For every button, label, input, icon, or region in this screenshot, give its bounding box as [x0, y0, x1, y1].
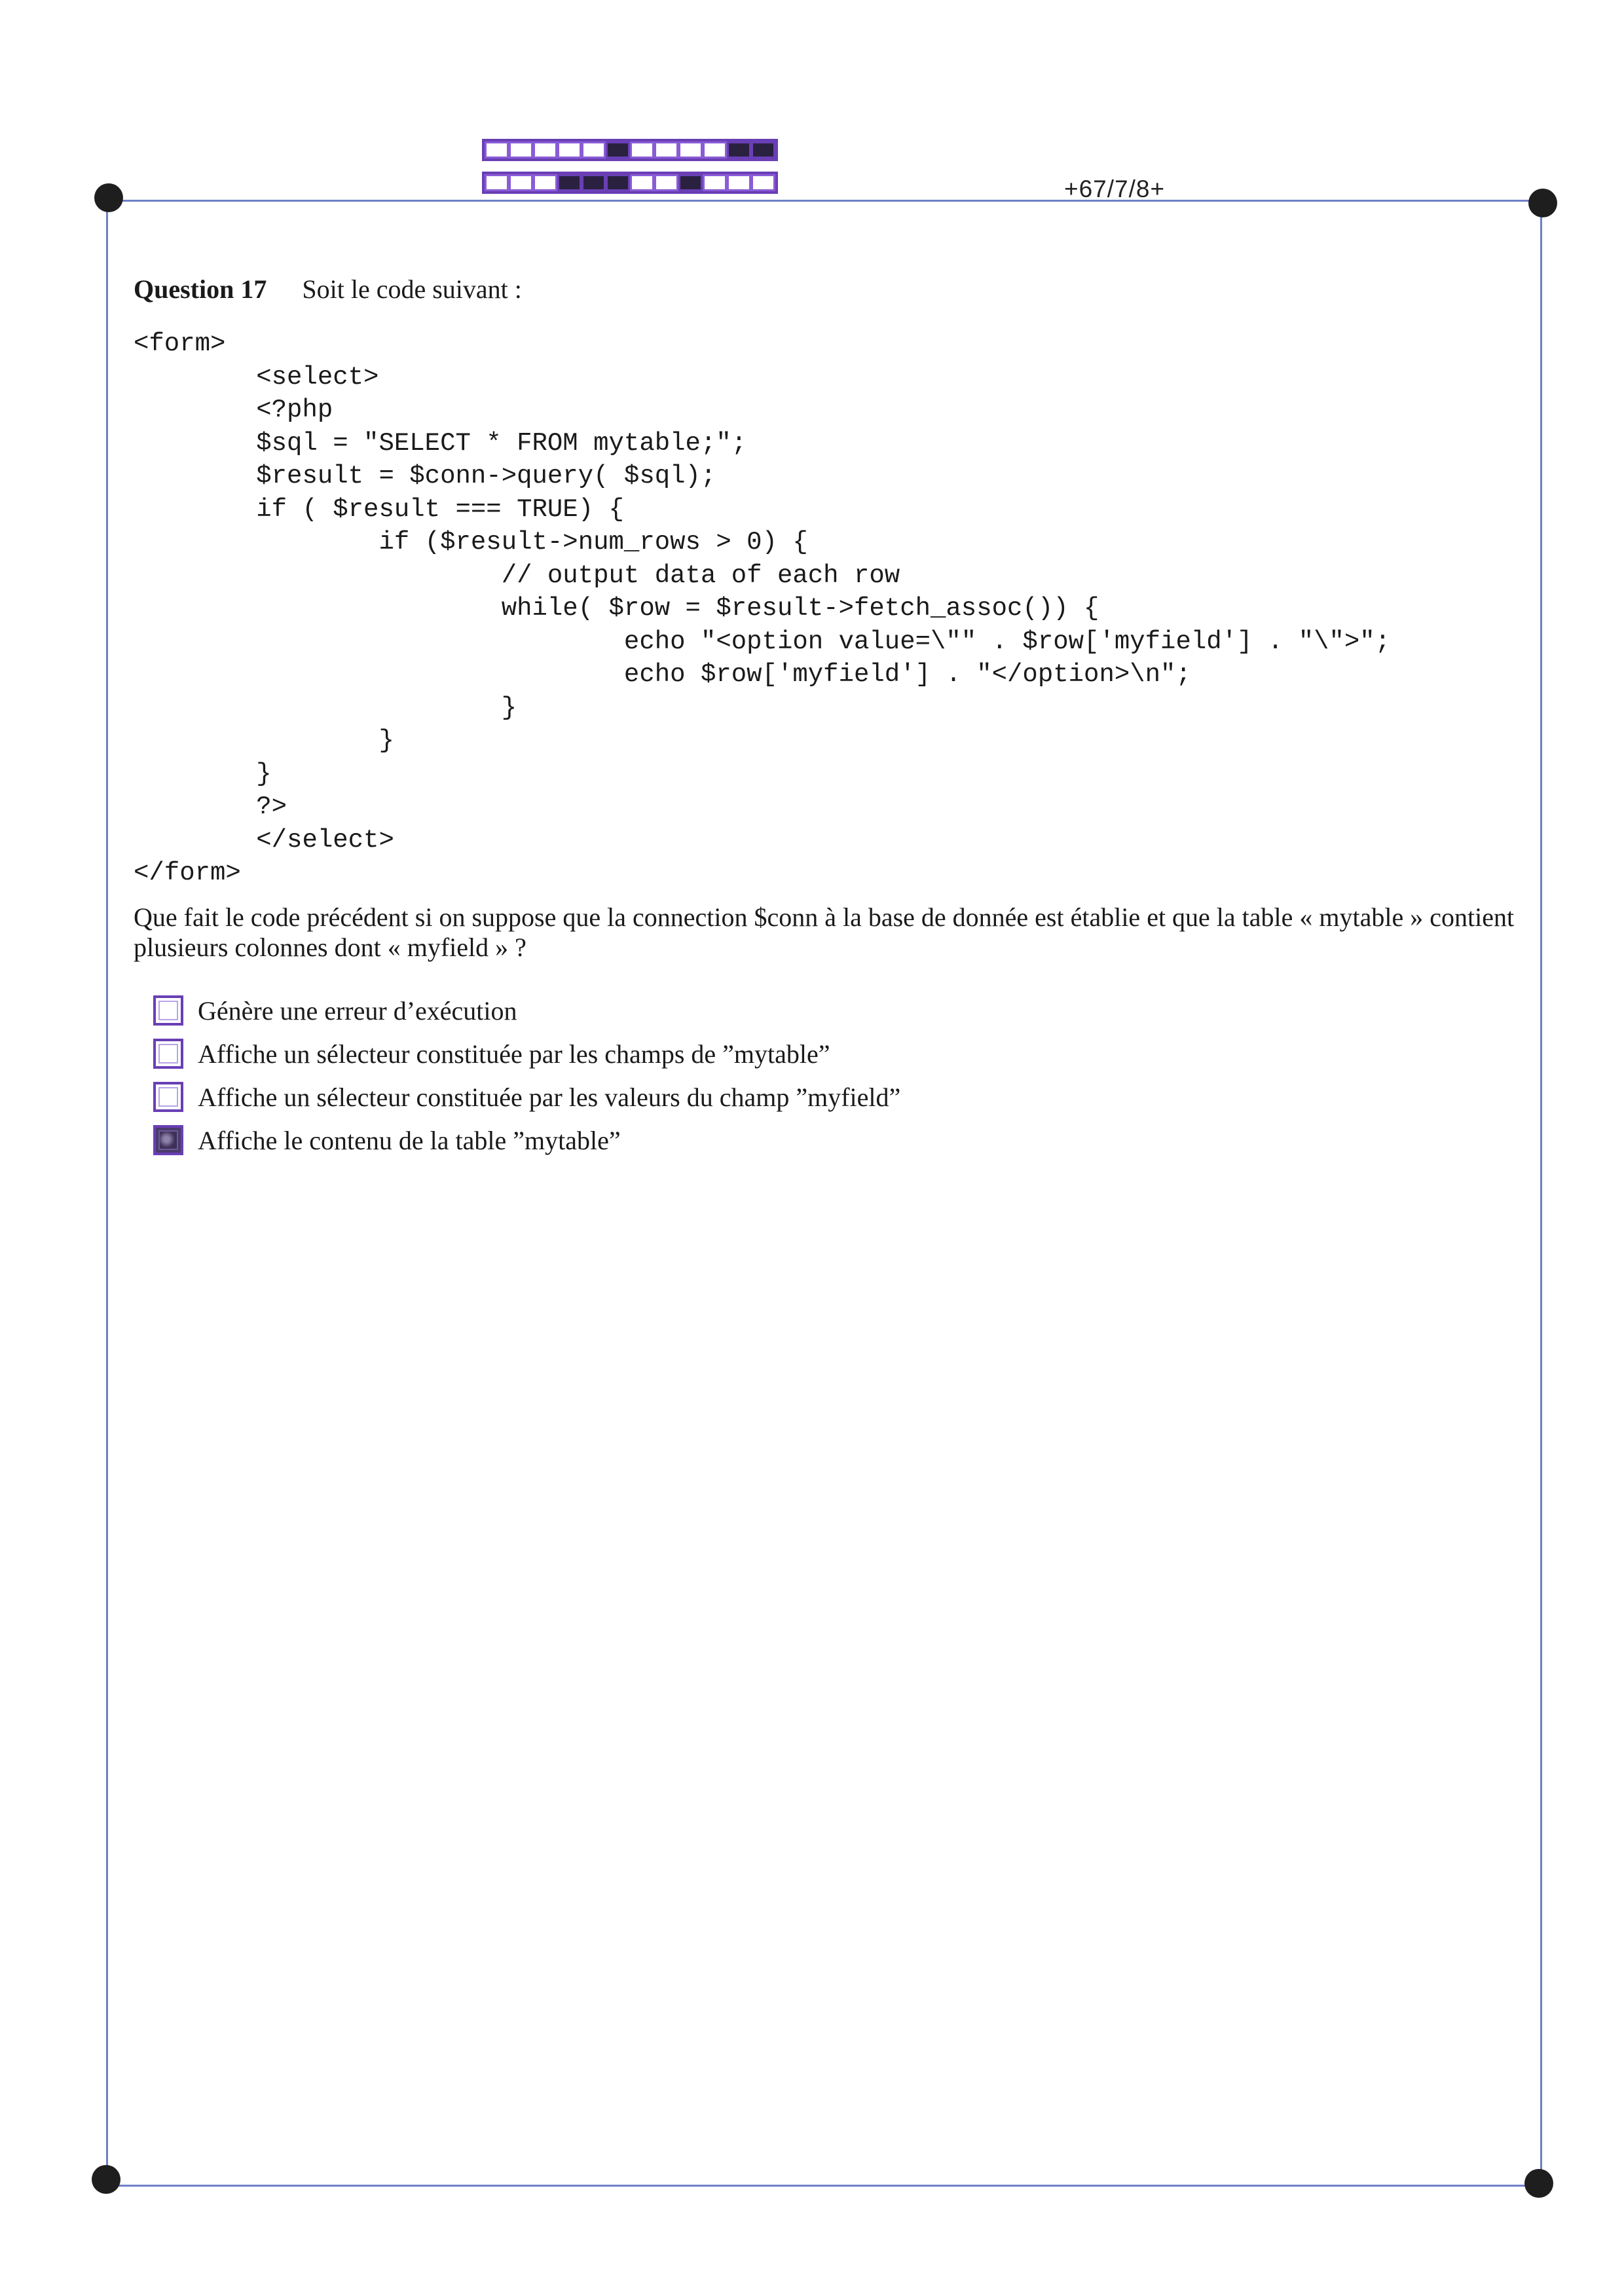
code-block: <form> <select> <?php $sql = "SELECT * FROM mytable;"; $result = $conn->query( $sql); if ( $result === TRUE) { if ($result->num_rows > 0) { // output data of each row while( $row = $result->fetch_assoc()) { echo "<option value=\"" . $row['myfield'] . "\">"; echo $row['myfield'] . "</option>\n"; } } } ?> </select> </form> — [134, 329, 1391, 887]
barcode-cell — [557, 174, 581, 191]
answer-checkbox[interactable] — [153, 1082, 183, 1112]
answer-label: Affiche le contenu de la table ”mytable” — [198, 1125, 621, 1155]
barcode-cell — [654, 174, 678, 191]
barcode-cell — [509, 174, 533, 191]
frame-right-line — [1540, 204, 1542, 2185]
corner-marker-top-left — [94, 183, 123, 212]
answer-list — [153, 989, 900, 1162]
question-header — [134, 274, 522, 305]
barcode-cell — [581, 141, 606, 158]
answer-option[interactable] — [153, 1075, 900, 1119]
answer-option[interactable] — [153, 1119, 900, 1162]
corner-marker-top-right — [1528, 189, 1557, 217]
answer-option[interactable] — [153, 989, 900, 1032]
frame-bottom-line — [107, 2185, 1541, 2187]
answer-label: Affiche un sélecteur constituée par les valeurs du champ ”myfield” — [198, 1082, 901, 1112]
barcode-cell — [630, 141, 654, 158]
answer-checkbox[interactable] — [153, 1125, 183, 1155]
corner-marker-bottom-left — [92, 2165, 120, 2194]
barcode-cell — [654, 141, 678, 158]
answer-label: Affiche un sélecteur constituée par les champs de ”mytable” — [198, 1039, 830, 1069]
page-id: +67/7/8+ — [1064, 176, 1166, 202]
barcode-cell — [751, 174, 775, 191]
barcode-cell — [678, 141, 703, 158]
barcode-top — [482, 139, 778, 161]
barcode-cell — [485, 141, 509, 158]
barcode-cell — [606, 174, 630, 191]
barcode-cell — [533, 174, 557, 191]
barcode-cell — [557, 141, 581, 158]
frame-left-line — [106, 203, 108, 2183]
answer-option[interactable] — [153, 1032, 900, 1075]
corner-marker-bottom-right — [1524, 2169, 1553, 2198]
barcode-cell — [727, 174, 751, 191]
question-intro: Soit le code suivant : — [302, 274, 522, 304]
answer-checkbox[interactable] — [153, 995, 183, 1026]
barcode-cell — [533, 141, 557, 158]
barcode-cell — [485, 174, 509, 191]
question-label: Question 17 — [134, 274, 267, 304]
answer-checkbox[interactable] — [153, 1039, 183, 1069]
barcode-cell — [703, 141, 727, 158]
question-text: Que fait le code précédent si on suppose que la connection $conn à la base de donnée est établie et que la table « mytable » contient plusieurs colonnes dont « myfield » ? — [134, 902, 1515, 962]
barcode-cell — [509, 141, 533, 158]
barcode-cell — [751, 141, 775, 158]
frame-top-line — [110, 200, 1545, 202]
barcode-cell — [606, 141, 630, 158]
barcode-cell — [581, 174, 606, 191]
barcode-cell — [630, 174, 654, 191]
barcode-cell — [727, 141, 751, 158]
barcode-cell — [703, 174, 727, 191]
barcode-bottom — [482, 172, 778, 194]
barcode-cell — [678, 174, 703, 191]
answer-label: Génère une erreur d’exécution — [198, 995, 517, 1026]
